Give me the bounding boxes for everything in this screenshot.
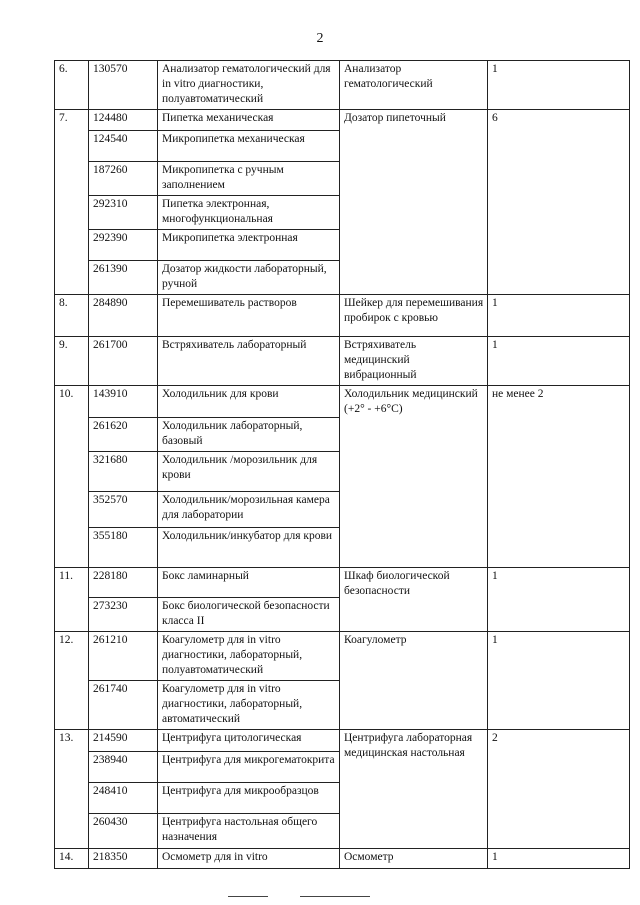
row-number: 10.	[55, 386, 89, 568]
item-name: Коагулометр для in vitro диагностики, лабораторный, автоматический	[158, 681, 340, 730]
scan-mark	[228, 896, 268, 897]
item-code: 273230	[89, 598, 158, 632]
quantity: не менее 2	[488, 386, 630, 568]
item-name: Холодильник лабораторный, базовый	[158, 418, 340, 452]
item-code: 261390	[89, 261, 158, 295]
quantity: 1	[488, 295, 630, 337]
item-code: 261210	[89, 632, 158, 681]
equipment-group: Шкаф биологической безопасности	[340, 568, 488, 632]
item-code: 292390	[89, 230, 158, 261]
table-row	[55, 632, 630, 681]
scan-mark	[300, 896, 370, 897]
row-number: 13.	[55, 730, 89, 849]
equipment-group: Дозатор пипеточный	[340, 110, 488, 295]
equipment-group: Холодильник медицинский (+2° - +6°С)	[340, 386, 488, 568]
quantity: 1	[488, 568, 630, 632]
item-code: 124540	[89, 131, 158, 162]
equipment-group: Встряхиватель медицинский вибрационный	[340, 337, 488, 386]
item-name: Перемешиватель растворов	[158, 295, 340, 337]
item-code: 238940	[89, 752, 158, 783]
table-row	[55, 386, 630, 418]
item-name: Бокс ламинарный	[158, 568, 340, 598]
item-code: 261740	[89, 681, 158, 730]
item-code: 143910	[89, 386, 158, 418]
item-name: Осмометр для in vitro	[158, 849, 340, 869]
table-row	[55, 295, 630, 337]
item-name: Центрифуга цитологическая	[158, 730, 340, 752]
item-code: 124480	[89, 110, 158, 131]
equipment-group: Анализатор гематологический	[340, 61, 488, 110]
quantity: 2	[488, 730, 630, 849]
equipment-group: Центрифуга лабораторная медицинская настольная	[340, 730, 488, 849]
quantity: 1	[488, 61, 630, 110]
item-code: 355180	[89, 528, 158, 568]
item-name: Холодильник/инкубатор для крови	[158, 528, 340, 568]
item-code: 260430	[89, 814, 158, 849]
row-number: 7.	[55, 110, 89, 295]
table-row	[55, 849, 630, 869]
row-number: 12.	[55, 632, 89, 730]
item-name: Встряхиватель лабораторный	[158, 337, 340, 386]
item-code: 261700	[89, 337, 158, 386]
item-code: 130570	[89, 61, 158, 110]
equipment-group: Коагулометр	[340, 632, 488, 730]
item-name: Холодильник /морозильник для крови	[158, 452, 340, 492]
quantity: 1	[488, 849, 630, 869]
item-name: Дозатор жидкости лабораторный, ручной	[158, 261, 340, 295]
equipment-group: Осмометр	[340, 849, 488, 869]
item-code: 261620	[89, 418, 158, 452]
item-name: Центрифуга для микрогематокрита	[158, 752, 340, 783]
item-code: 352570	[89, 492, 158, 528]
item-name: Анализатор гематологический для in vitro диагностики, полуавтоматический	[158, 61, 340, 110]
item-name: Центрифуга для микрообразцов	[158, 783, 340, 814]
table-row	[55, 730, 630, 752]
row-number: 6.	[55, 61, 89, 110]
item-code: 214590	[89, 730, 158, 752]
item-name: Холодильник/морозильная камера для лаборатории	[158, 492, 340, 528]
item-name: Холодильник для крови	[158, 386, 340, 418]
equipment-table	[54, 60, 630, 869]
item-name: Бокс биологической безопасности класса II	[158, 598, 340, 632]
item-name: Микропипетка механическая	[158, 131, 340, 162]
page-number: 2	[316, 31, 324, 46]
table-row	[55, 568, 630, 598]
item-code: 187260	[89, 162, 158, 196]
item-name: Микропипетка с ручным заполнением	[158, 162, 340, 196]
quantity: 6	[488, 110, 630, 295]
item-code: 292310	[89, 196, 158, 230]
equipment-group: Шейкер для перемешивания пробирок с кровью	[340, 295, 488, 337]
equipment-table-body	[55, 61, 630, 869]
table-row	[55, 110, 630, 131]
table-row	[55, 337, 630, 386]
item-name: Пипетка электронная, многофункциональная	[158, 196, 340, 230]
item-code: 321680	[89, 452, 158, 492]
table-row	[55, 61, 630, 110]
item-name: Пипетка механическая	[158, 110, 340, 131]
item-code: 248410	[89, 783, 158, 814]
row-number: 11.	[55, 568, 89, 632]
item-name: Микропипетка электронная	[158, 230, 340, 261]
item-code: 218350	[89, 849, 158, 869]
row-number: 8.	[55, 295, 89, 337]
row-number: 9.	[55, 337, 89, 386]
item-code: 228180	[89, 568, 158, 598]
item-name: Коагулометр для in vitro диагностики, лабораторный, полуавтоматический	[158, 632, 340, 681]
item-name: Центрифуга настольная общего назначения	[158, 814, 340, 849]
quantity: 1	[488, 632, 630, 730]
quantity: 1	[488, 337, 630, 386]
row-number: 14.	[55, 849, 89, 869]
item-code: 284890	[89, 295, 158, 337]
